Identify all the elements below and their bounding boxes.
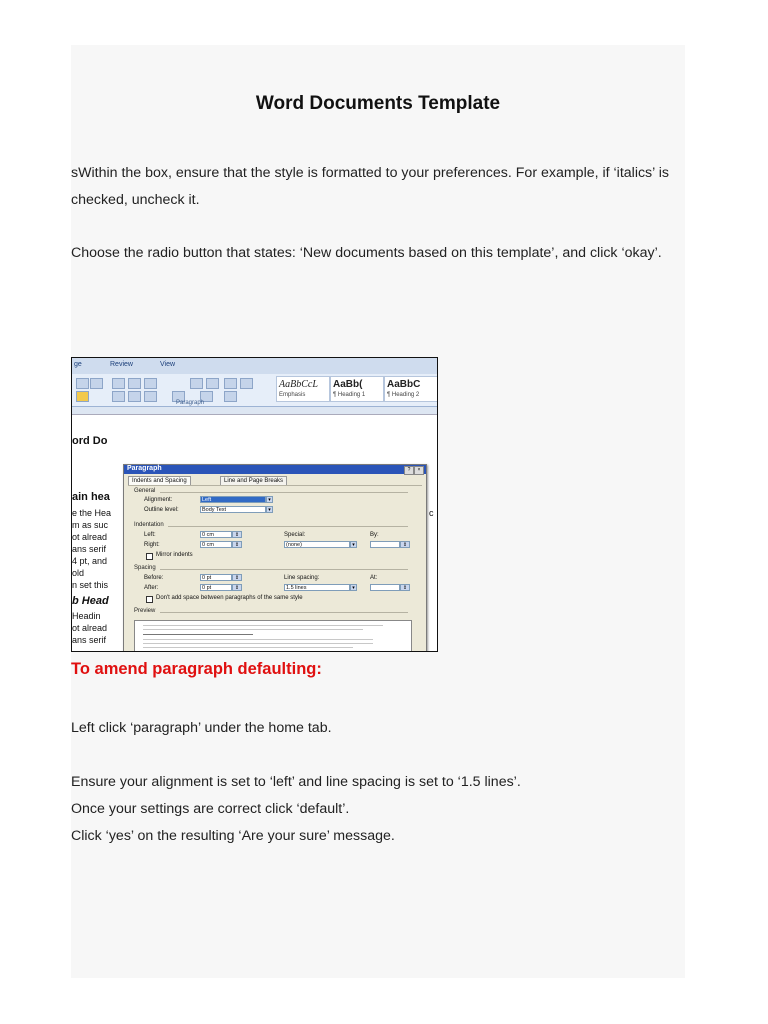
divider [160, 492, 408, 493]
by-input[interactable] [370, 541, 400, 548]
doc-fragment: ord Do [72, 435, 108, 447]
line-spacing-label: Line spacing: [284, 575, 320, 581]
paragraph-style-instructions: sWithin the box, ensure that the style is formatted to your preferences. For example, if ‘italics’ is checked, uncheck it. [71, 165, 669, 208]
word-paragraph-dialog-screenshot [71, 357, 438, 652]
ribbon-tab-review: Review [110, 361, 133, 368]
section-preview: Preview [134, 608, 156, 614]
sort-icon [224, 378, 237, 389]
preview-line [143, 634, 253, 635]
spinner-icon[interactable]: ⇕ [232, 584, 242, 591]
style-emphasis [276, 376, 330, 402]
doc-fragment: ot alread [72, 623, 108, 633]
numbering-icon [128, 378, 141, 389]
preview-box [134, 620, 412, 652]
by-label: By: [370, 532, 379, 538]
chevron-down-icon[interactable]: ▾ [266, 506, 273, 513]
ribbon-button [90, 378, 103, 389]
pilcrow-icon [240, 378, 253, 389]
outline-level-label: Outline level: [144, 507, 179, 513]
section-indentation: Indentation [134, 522, 164, 528]
dialog-title: Paragraph [127, 465, 162, 472]
alignment-select[interactable]: Left [200, 496, 266, 503]
section-general: General [134, 488, 156, 494]
right-indent-label: Right: [144, 542, 160, 548]
bullets-icon [112, 378, 125, 389]
document-title: Word Documents Template [255, 93, 501, 114]
mirror-indents-checkbox[interactable] [146, 553, 153, 560]
style-name: Emphasis [279, 392, 306, 398]
style-heading-1 [330, 376, 384, 402]
chevron-down-icon[interactable]: ▾ [350, 584, 357, 591]
doc-fragment: c [429, 508, 434, 518]
borders-icon [224, 391, 237, 402]
preview-line [143, 629, 363, 630]
dont-add-space-label: Don't add space between paragraphs of the same style [156, 595, 303, 601]
ribbon-button [76, 378, 89, 389]
divider [160, 612, 408, 613]
multilevel-list-icon [144, 378, 157, 389]
ribbon [72, 374, 437, 407]
tab-indents-spacing[interactable]: Indents and Spacing [128, 476, 191, 486]
doc-fragment: m as suc [72, 520, 109, 530]
ruler [72, 407, 437, 415]
document-page [71, 45, 685, 978]
ribbon-tab-fragment: ge [74, 361, 82, 368]
spinner-icon[interactable]: ⇕ [400, 584, 410, 591]
paragraph-radio-instructions: Choose the radio button that states: ‘New documents based on this template’, and click ‘okay’. [71, 245, 662, 261]
alignment-label: Alignment: [144, 497, 173, 503]
paragraph-dialog [123, 464, 427, 652]
ribbon-tab-view: View [160, 361, 176, 368]
spinner-icon[interactable]: ⇕ [400, 541, 410, 548]
preview-line [143, 647, 353, 648]
style-name: ¶ Heading 2 [387, 392, 420, 398]
align-center-icon [112, 391, 125, 402]
paragraph-group-label: Paragraph [176, 400, 205, 406]
at-input[interactable] [370, 584, 400, 591]
doc-fragment: n set this [72, 580, 109, 590]
instruction-line: Click ‘yes’ on the resulting ‘Are your sure’ message. [71, 828, 395, 844]
line-spacing-select[interactable]: 1.5 lines [284, 584, 350, 591]
word-document-area [72, 415, 437, 652]
doc-fragment: Headin [72, 611, 101, 621]
decrease-indent-icon [190, 378, 203, 389]
preview-line [143, 625, 383, 626]
doc-fragment: ans serif [72, 635, 107, 645]
chevron-down-icon[interactable]: ▾ [350, 541, 357, 548]
style-sample: AaBb( [333, 379, 363, 390]
justify-icon [144, 391, 157, 402]
doc-fragment: 4 pt, and [72, 556, 108, 566]
instruction-lines [71, 769, 671, 850]
doc-fragment: e the Hea [72, 508, 112, 518]
special-select[interactable]: (none) [284, 541, 350, 548]
spinner-icon[interactable]: ⇕ [232, 531, 242, 538]
doc-fragment: ot alread [72, 532, 108, 542]
help-icon[interactable]: ? [404, 466, 414, 475]
paragraph-left-click: Left click ‘paragraph’ under the home tab. [71, 720, 332, 736]
after-label: After: [144, 585, 159, 591]
before-label: Before: [144, 575, 164, 581]
style-sample: AaBbCcL [279, 379, 318, 390]
left-indent-input[interactable]: 0 cm [200, 531, 232, 538]
section-spacing: Spacing [134, 565, 156, 571]
style-name: ¶ Heading 1 [333, 392, 366, 398]
divider [128, 485, 422, 486]
special-label: Special: [284, 532, 306, 538]
doc-fragment: ans serif [72, 544, 107, 554]
ribbon-tab-bar [72, 358, 437, 374]
at-label: At: [370, 575, 378, 581]
dialog-title-bar [124, 465, 426, 474]
before-input[interactable]: 0 pt [200, 574, 232, 581]
mirror-indents-label: Mirror indents [156, 552, 193, 558]
preview-line [143, 643, 373, 644]
spinner-icon[interactable]: ⇕ [232, 574, 242, 581]
doc-fragment: old [72, 568, 85, 578]
style-sample: AaBbC [387, 379, 421, 390]
instruction-line: Ensure your alignment is set to ‘left’ and line spacing is set to ‘1.5 lines’. [71, 774, 521, 790]
style-heading-2 [384, 376, 438, 402]
right-indent-input[interactable]: 0 cm [200, 541, 232, 548]
divider [168, 526, 408, 527]
dont-add-space-checkbox[interactable] [146, 596, 153, 603]
left-indent-label: Left: [144, 532, 156, 538]
align-left-icon [76, 391, 89, 402]
increase-indent-icon [206, 378, 219, 389]
divider [160, 569, 408, 570]
after-input[interactable]: 0 pt [200, 584, 232, 591]
spinner-icon[interactable]: ⇕ [232, 541, 242, 548]
align-right-icon [128, 391, 141, 402]
tab-line-page-breaks[interactable]: Line and Page Breaks [220, 476, 287, 486]
instruction-line: Once your settings are correct click ‘default’. [71, 801, 350, 817]
outline-level-select[interactable]: Body Text [200, 506, 266, 513]
doc-fragment: b Head [72, 595, 109, 607]
chevron-down-icon[interactable]: ▾ [266, 496, 273, 503]
close-icon[interactable]: × [414, 466, 424, 475]
section-heading-amend-paragraph: To amend paragraph defaulting: [71, 660, 322, 678]
doc-fragment: ain hea [72, 491, 110, 503]
preview-line [143, 639, 373, 640]
